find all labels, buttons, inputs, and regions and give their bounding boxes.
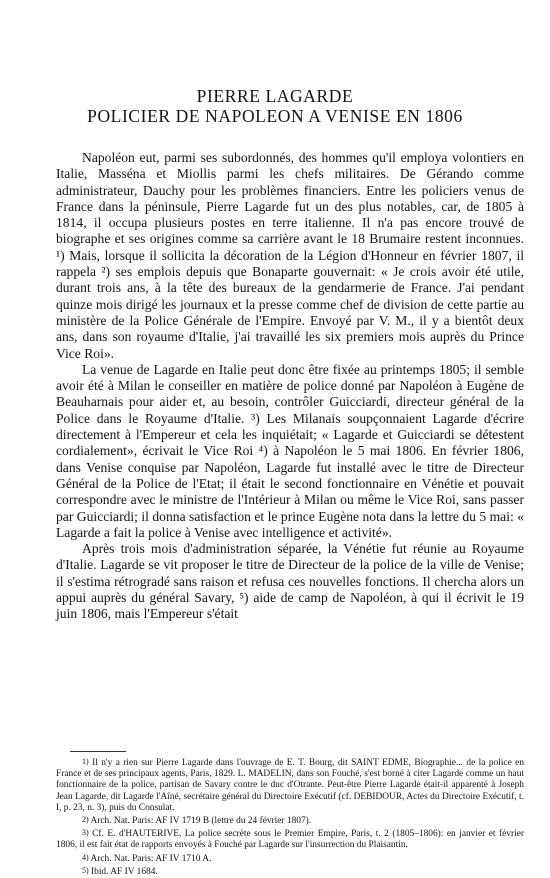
footnote [56, 814, 524, 827]
footnote-separator [70, 751, 126, 752]
footnote [56, 756, 524, 814]
footnote-number: 1) [82, 757, 89, 766]
footnotes [56, 756, 524, 878]
article-title-line2: POLICIER DE NAPOLEON A VENISE EN 1806 [87, 106, 463, 126]
footnote-text: Il n'y a rien sur Pierre Lagarde dans l'ouvrage de E. T. Bourg, dit SAINT EDME, Biographie... de la police en France et de ses principaux agents, Paris, 1829. L. MADELIN, dans son Fouché, s'est borné à citer Lagarde comme un haut fonctionnaire de la police, partisan de Savary contre le duc d'Otrante. Peut-être Pierre Lagarde était-il apparenté à Joseph Jean Lagarde, dit Lagarde l'Aîné, secrétaire général du Directoire Exécutif (cf. DEBIDOUR, Actes du Directoire Exécutif, t. I, p. 23, n. 3), puis du Consulat. [56, 758, 525, 813]
footnote-number: 2) [82, 815, 89, 825]
paragraph: La venue de Lagarde en Italie peut donc être fixée au printemps 1805; il semble avoir été à Milan le conseiller en matière de police donné par Napoléon à Eugène de Beauharnais pour aider et, au besoin, contrôler Guicciardi, directeur général de la Police dans le Royaume d'Italie. ³) Les Milanais soupçonnaient Lagarde d'écrire directement à l'Empereur et cela les inquiétait; « Lagarde et Guicciardi se détestent cordialement», écrivait le Vice Roi ⁴) à Napoléon le 5 mai 1806. En février 1806, dans Venise conquise par Napoléon, Lagarde fut installé avec le titre de Directeur Général de la Police de l'Etat; il était le second fonctionnaire en Vénétie et pouvait correspondre avec le ministre de l'Intérieur à Milan ou même le Vice Roi, sans passer par Guicciardi; il donna satisfaction et le prince Eugène nota dans la lettre du 5 mai: « Lagarde a fait la police à Venise avec intelligence et activité». [56, 361, 524, 540]
paragraph: Après trois mois d'administration séparée, la Vénétie fut réunie au Royaume d'Italie. Lagarde se vit proposer le titre de Directeur de la police de la ville de Venise; il s'estima rétrogradé sans raison et refusa ces nouvelles fonctions. Il chercha alors un appui auprès du général Savary, ⁵) aide de camp de Napoléon, à qui il écrivit le 19 juin 1806, mais l'Empereur s'était [56, 541, 524, 622]
article-body [56, 150, 524, 623]
footnote-text: Arch. Nat. Paris: AF IV 1710 A. [90, 853, 212, 864]
footnote-text: Cf. E. d'HAUTERIVE, La police secrète sous le Premier Empire, Paris, t. 2 (1805–1806): en janvier et février 1806, il est fait état de rapports envoyés à Fouché par Lagarde sur l'insurrection du Plaisantin. [56, 829, 524, 851]
footnote-text: Arch. Nat. Paris: AF IV 1719 B (lettre du 24 février 1807). [90, 816, 312, 827]
footnote [56, 852, 524, 865]
paragraph: Napoléon eut, parmi ses subordonnés, des hommes qu'il employa volontiers en Italie, Masséna et Miollis parmi les chefs militaires. De Gérando comme administrateur, Dauchy pour les problèmes financiers. Entre les policiers venus de France dans la péninsule, Pierre Lagarde fut un des plus notables, car, de 1805 à 1814, il occupa plusieurs postes en terre italienne. Il n'a pas encore trouvé de biographe et ses origines comme sa carrière avant le 18 Brumaire restent inconnues. ¹) Mais, lorsque il sollicita la décoration de la Légion d'Honneur en février 1807, il rappela ²) ses emplois depuis que Bonaparte gouvernait: « Je crois avoir été utile, durant trois ans, à la tête des bureaux de la gendarmerie de France. J'ai pendant quinze mois dirigé les journaux et la presse comme chef de division de cette partie au ministère de la Police Générale de l'Empire. Envoyé par V. M., il y a bientôt deux ans, dans son royaume d'Italie, j'ai travaillé les six premiers mois auprès du Prince Vice Roi». [56, 150, 524, 361]
footnote-number: 5) [82, 865, 89, 875]
footnote-number: 4) [82, 852, 89, 862]
footnote [56, 827, 524, 851]
footnote-number: 3) [82, 828, 89, 838]
footnote [56, 865, 524, 878]
footnote-text: Ibid. AF IV 1684. [91, 866, 158, 877]
article-title-line1: PIERRE LAGARDE [196, 86, 354, 106]
